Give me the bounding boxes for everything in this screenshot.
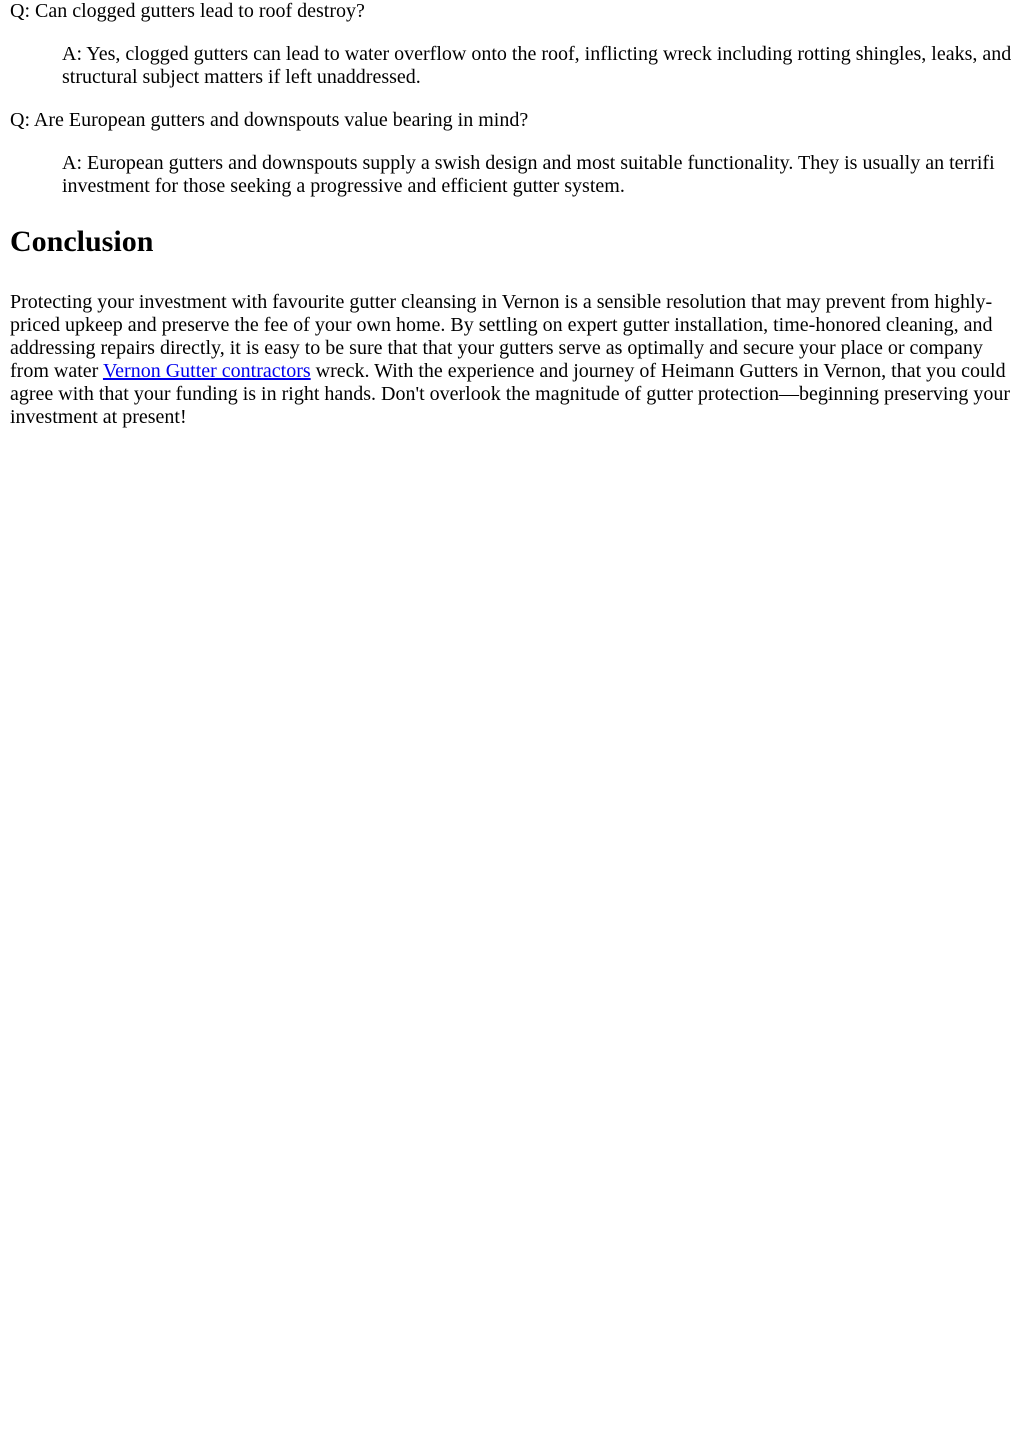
faq-answer-2: A: European gutters and downspouts supply a swish design and most suitable functionality. They is usually an terrifi investment for those seeking a progressive and efficient gutter system. (62, 152, 995, 197)
vernon-gutter-contractors-link[interactable]: Vernon Gutter contractors (102, 360, 311, 382)
conclusion-paragraph (10, 291, 1014, 429)
article-body (0, 0, 1024, 429)
conclusion-text-before-link: Protecting your investment with favourite gutter cleansing in Vernon is a sensible resolution that may prevent from highly-priced upkeep and preserve the fee of your own home. By settling on expert gutter installation, time-honored cleaning, and addressing repairs directly, it is easy to be sure that that your gutters serve as optimally and secure your place or company from water (10, 291, 993, 382)
faq-question-2: Q: Are European gutters and downspouts value bearing in mind? (10, 109, 529, 131)
faq-answer-1: A: Yes, clogged gutters can lead to water overflow onto the roof, inflicting wreck including rotting shingles, leaks, and structural subject matters if left unaddressed. (62, 43, 1012, 88)
faq-question-1: Q: Can clogged gutters lead to roof destroy? (10, 0, 365, 22)
conclusion-text-after-link: wreck. With the experience and journey of Heimann Gutters in Vernon, that you could agree with that your funding is in right hands. Don't overlook the magnitude of gutter protection—beginning preserving your investment at present! (10, 360, 1011, 428)
conclusion-heading: Conclusion (10, 225, 154, 258)
